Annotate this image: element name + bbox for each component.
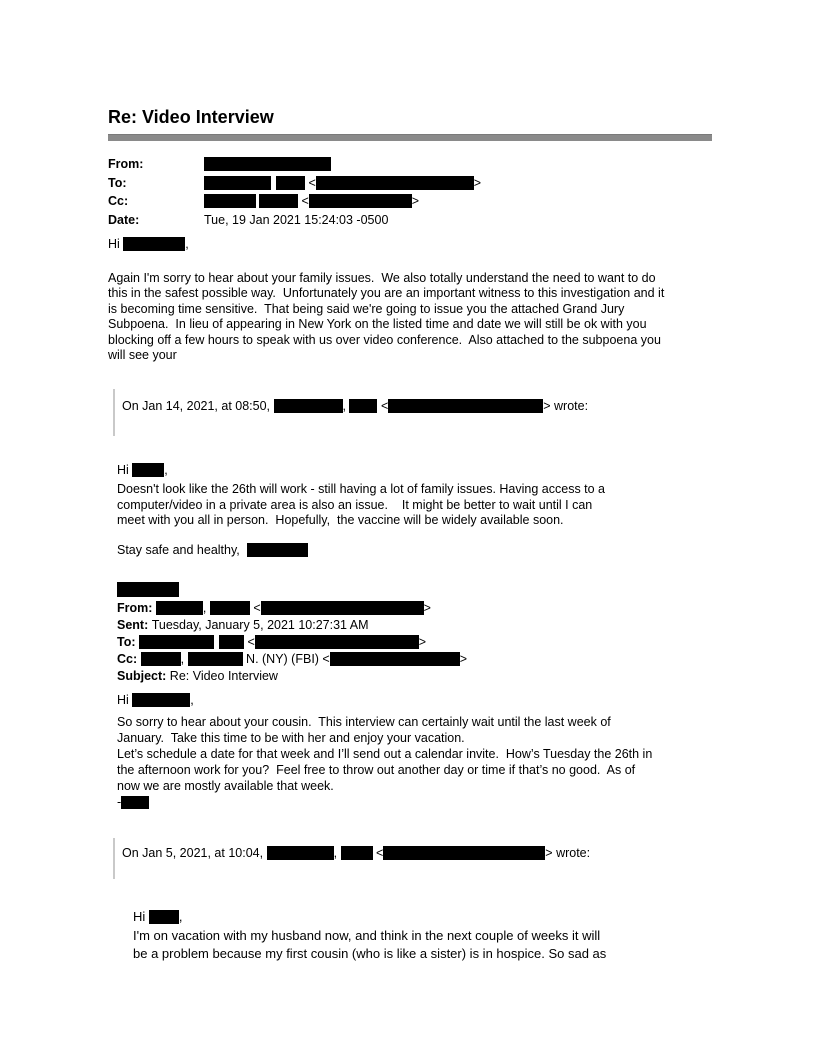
redaction-bar [341, 846, 373, 860]
quote-block [113, 389, 712, 436]
body-line: Let’s schedule a date for that week and I’ll send out a calendar invite. How’s Tuesday the 26th in [117, 746, 653, 761]
comma: , [202, 601, 210, 615]
header-row-date [108, 211, 712, 230]
redaction-bar [149, 910, 179, 924]
body-line: is becoming time sensitive. That being said we're going to issue you the attached Grand Jury [108, 301, 625, 316]
header-row-from [117, 600, 712, 617]
angle-close: > [418, 635, 427, 649]
closing-text: Stay safe and healthy, [117, 542, 247, 557]
body-line: So sorry to hear about your cousin. This interview can certainly wait until the last week of [117, 714, 611, 729]
angle-open: < [243, 635, 255, 649]
redaction-bar [132, 693, 190, 707]
quote-comma: , [333, 845, 341, 860]
redaction-bar [219, 635, 244, 649]
redaction-bar [141, 652, 181, 666]
greeting-line [117, 463, 712, 479]
greeting-comma: , [190, 693, 194, 707]
redaction-bar [261, 601, 424, 615]
quote-suffix: > wrote: [545, 845, 591, 860]
quote-suffix: > wrote: [543, 398, 589, 413]
body-line: computer/video in a private area is also an issue. It might be better to wait until I can [117, 497, 593, 512]
redaction-bar [255, 635, 419, 649]
header-row-to [117, 634, 712, 651]
angle-open: < [249, 601, 261, 615]
greeting-text: Hi [117, 693, 133, 707]
redaction-bar [330, 652, 460, 666]
from-value [204, 155, 331, 174]
greeting-text: Hi [133, 908, 149, 924]
quoted-message [117, 463, 712, 810]
redaction-bar [204, 157, 331, 171]
email-header [108, 155, 712, 229]
greeting-comma: , [164, 462, 168, 477]
body-line: will see your [108, 348, 177, 362]
quote-block [113, 838, 712, 879]
quote-text: On Jan 5, 2021, at 10:04, [122, 845, 267, 860]
closing-line [117, 543, 712, 559]
greeting-comma: , [178, 908, 183, 924]
angle-close: > [423, 601, 431, 615]
body-line: Subpoena. In lieu of appearing in New York on the listed time and date we will still be ok with you [108, 317, 647, 331]
message-body [117, 714, 712, 810]
greeting-comma: , [185, 237, 189, 251]
redaction-bar [274, 399, 343, 413]
quoted-message-inner [133, 908, 712, 963]
from-label: From: [108, 157, 144, 171]
date-value: Tue, 19 Jan 2021 15:24:03 -0500 [204, 212, 389, 227]
header-row-subject [117, 668, 712, 685]
message-body [133, 927, 712, 962]
greeting-line [108, 237, 712, 253]
header-row-sent [117, 617, 712, 634]
quote-text: On Jan 14, 2021, at 08:50, [122, 398, 274, 413]
angle-open: < [372, 845, 384, 860]
cc-mid-text: N. (NY) (FBI) < [242, 652, 330, 666]
redaction-bar [259, 194, 298, 208]
date-label: Date: [108, 212, 140, 227]
greeting-text: Hi [117, 462, 133, 477]
header-row-from [108, 155, 712, 174]
redaction-bar [204, 176, 271, 190]
quote-attribution [122, 399, 712, 414]
page-title: Re: Video Interview [108, 107, 274, 127]
greeting-line [117, 693, 712, 709]
angle-close: > [473, 175, 482, 190]
body-line: the afternoon work for you? Feel free to throw out another day or time if that’s no good. As of [117, 762, 636, 777]
angle-open: < [298, 194, 309, 208]
comma: , [180, 652, 188, 666]
signature-line [117, 794, 712, 810]
quote-comma: , [342, 398, 350, 413]
redaction-bar [383, 846, 545, 860]
redaction-bar [388, 399, 543, 413]
redaction-bar [210, 601, 250, 615]
divider-bar [108, 134, 712, 141]
angle-close: > [411, 194, 420, 208]
sent-label: Sent: [117, 618, 152, 632]
body-line: Again I'm sorry to hear about your family issues. We also totally understand the need to want to do [108, 270, 656, 285]
cc-label: Cc: [117, 652, 141, 666]
greeting-line [133, 908, 712, 926]
redaction-bar [316, 176, 474, 190]
embedded-header [117, 600, 712, 685]
cc-label: Cc: [108, 194, 129, 208]
body-line: I'm on vacation with my husband now, and think in the next couple of weeks it will [133, 928, 601, 943]
subject-label: Subject: [117, 669, 170, 683]
header-row-cc [108, 192, 712, 211]
body-line: blocking off a few hours to speak with us over video conference. Also attached to the subpoena you [108, 332, 661, 347]
body-line: January. Take this time to be with her and enjoy your vacation. [117, 730, 465, 745]
message-body [117, 482, 712, 529]
cc-value [204, 192, 419, 211]
sent-value: Tuesday, January 5, 2021 10:27:31 AM [151, 618, 369, 632]
subject-value: Re: Video Interview [169, 669, 278, 683]
from-label: From: [117, 601, 156, 615]
quote-attribution [122, 846, 712, 861]
header-row-cc [117, 651, 712, 668]
body-line: now we are mostly available that week. [117, 778, 334, 793]
redaction-bar [309, 194, 412, 208]
body-line: this in the safest possible way. Unfortunately you are an important witness to this investigation and it [108, 286, 665, 300]
to-value [204, 174, 481, 193]
redaction-bar [121, 796, 149, 809]
body-line: Doesn't look like the 26th will work - still having a lot of family issues. Having access to a [117, 482, 606, 496]
message-body [108, 271, 712, 364]
header-row-to [108, 174, 712, 193]
redaction-bar [139, 635, 214, 649]
redaction-bar [267, 846, 334, 860]
angle-open: < [305, 175, 316, 190]
angle-open: < [377, 398, 389, 413]
signature-dash: - [117, 794, 122, 809]
redaction-bar [247, 543, 308, 557]
signature-redaction-bar [117, 582, 179, 597]
redaction-bar [204, 194, 256, 208]
redaction-bar [132, 463, 164, 477]
redaction-bar [276, 176, 305, 190]
redaction-bar [156, 601, 203, 615]
angle-close: > [459, 652, 468, 666]
redaction-bar [349, 399, 377, 413]
to-label: To: [108, 175, 127, 190]
body-line: be a problem because my first cousin (who is like a sister) is in hospice. So sad as [133, 945, 607, 961]
body-line: meet with you all in person. Hopefully, the vaccine will be widely available soon. [117, 513, 564, 527]
to-label: To: [117, 635, 139, 649]
redaction-bar [123, 237, 185, 251]
greeting-text: Hi [108, 237, 124, 251]
redaction-bar [188, 652, 243, 666]
